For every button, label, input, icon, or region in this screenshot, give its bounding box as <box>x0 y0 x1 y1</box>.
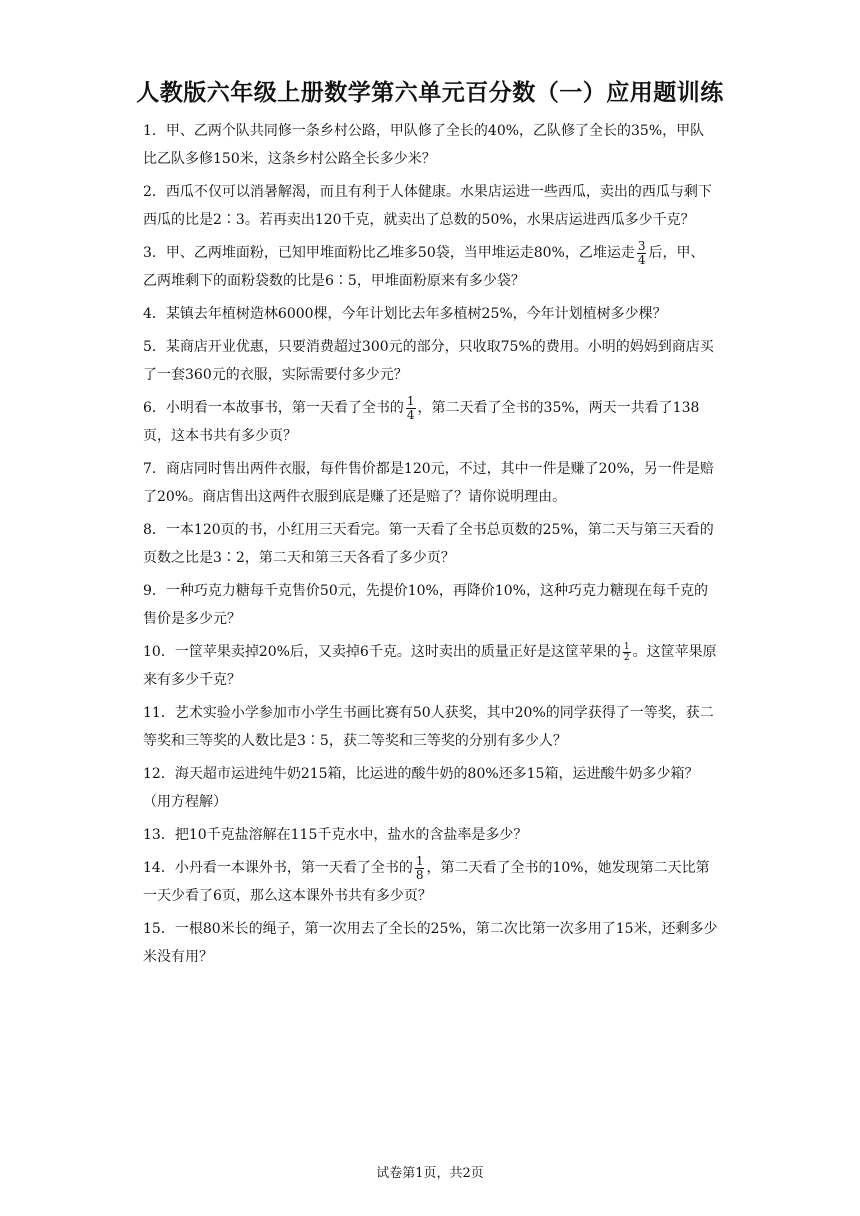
problem-3-text-after: 后，甲、乙两堆剩下的面粉袋数的比是6∶5，甲堆面粉原来有多少袋？ <box>143 245 705 289</box>
fraction-numerator: 1 <box>415 853 424 868</box>
fraction-numerator: 3 <box>637 238 646 253</box>
fraction-one-eighth <box>415 855 425 882</box>
problem-6-text-before: 6．小明看一本故事书，第一天看了全书的 <box>143 400 404 416</box>
problem-7: 7．商店同时售出两件衣服，每件售价都是120元，不过，其中一件是赚了20%，另一件是赔了20%。商店售出这两件衣服到底是赚了还是赔了？请你说明理由。 <box>143 461 714 505</box>
fraction-one-quarter <box>406 395 416 422</box>
problem-10-text-before: 10．一筐苹果卖掉20%后，又卖掉6千克。这时卖出的质量正好是这筐苹果的 <box>143 644 621 660</box>
problem-2: 2．西瓜不仅可以消暑解渴，而且有利于人体健康。水果店运进一些西瓜，卖出的西瓜与剩下西瓜的比是2∶3。若再卖出120千克，就卖出了总数的50%，水果店运进西瓜多少千克？ <box>143 184 712 228</box>
fraction-denominator: 2 <box>623 652 630 663</box>
fraction-denominator: 4 <box>406 407 415 422</box>
fraction-one-half <box>623 642 631 663</box>
fraction-denominator: 8 <box>415 867 424 882</box>
problem-14 <box>143 854 718 910</box>
fraction-numerator: 1 <box>623 641 630 652</box>
problem-10-text-after: 。这筐苹果原来有多少千克？ <box>143 644 717 688</box>
fraction-numerator: 1 <box>406 393 415 408</box>
problem-6-text-after: ，第二天看了全书的35%，两天一共看了138页，这本书共有多少页？ <box>143 400 700 444</box>
problem-list <box>143 117 718 976</box>
problem-11: 11．艺术实验小学参加市小学生书画比赛有50人获奖，其中20%的同学获得了一等奖，获二等奖和三等奖的人数比是3∶5，获二等奖和三等奖的分别有多少人？ <box>143 705 714 749</box>
problem-4: 4．某镇去年植树造林6000棵，今年计划比去年多植树25%，今年计划植树多少棵？ <box>143 306 667 322</box>
fraction-three-quarters <box>637 240 647 267</box>
problem-13: 13．把10千克盐溶解在115千克水中，盐水的含盐率是多少？ <box>143 827 528 843</box>
problem-9: 9．一种巧克力糖每千克售价50元，先提价10%，再降价10%，这种巧克力糖现在每千克的售价是多少元？ <box>143 583 708 627</box>
problem-8: 8．一本120页的书，小红用三天看完。第一天看了全书总页数的25%，第二天与第三天看的页数之比是3∶2，第二天和第三天各看了多少页？ <box>143 522 714 566</box>
page-title: 人教版六年级上册数学第六单元百分数（一）应用题训练 <box>136 79 724 106</box>
problem-15: 15．一根80米长的绳子，第一次用去了全长的25%，第二次比第一次多用了15米，还剩多少米没有用？ <box>143 921 718 965</box>
problem-6 <box>143 394 718 450</box>
page-footer: 试卷第1页，共2页 <box>376 1166 484 1181</box>
problem-5: 5．某商店开业优惠，只要消费超过300元的部分，只收取75%的费用。小明的妈妈到商店买了一套360元的衣服，实际需要付多少元？ <box>143 339 714 383</box>
problem-10 <box>143 638 718 694</box>
problem-3-text-before: 3．甲、乙两堆面粉，已知甲堆面粉比乙堆多50袋，当甲堆运走80%，乙堆运走 <box>143 245 635 261</box>
problem-3 <box>143 239 718 295</box>
fraction-denominator: 4 <box>637 252 646 267</box>
problem-14-text-before: 14．小丹看一本课外书，第一天看了全书的 <box>143 860 413 876</box>
problem-14-text-after: ，第二天看了全书的10%，她发现第二天比第一天少看了6页，那么这本课外书共有多少页？ <box>143 860 710 904</box>
problem-12: 12．海天超市运进纯牛奶215箱，比运进的酸牛奶的80%还多15箱，运进酸牛奶多少箱？（用方程解） <box>143 766 699 810</box>
problem-1: 1．甲、乙两个队共同修一条乡村公路，甲队修了全长的40%，乙队修了全长的35%，甲队比乙队多修150米，这条乡村公路全长多少米？ <box>143 123 705 167</box>
